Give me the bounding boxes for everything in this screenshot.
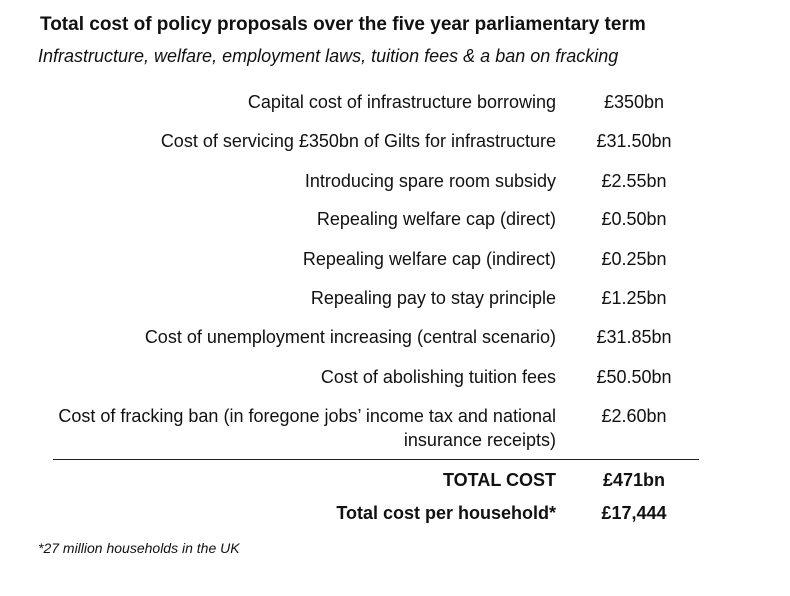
- row-value: £2.60bn: [601, 406, 667, 426]
- total-label: TOTAL COST: [442, 470, 556, 490]
- row-label: Capital cost of infrastructure borrowing: [247, 92, 556, 112]
- table-subtitle: Infrastructure, welfare, employment laws, tuition fees & a ban on fracking: [38, 46, 619, 66]
- row-value: £0.25bn: [601, 249, 667, 269]
- row-value: £31.50bn: [596, 131, 672, 151]
- footnote: *27 million households in the UK: [38, 540, 240, 556]
- row-value: £31.85bn: [596, 327, 672, 347]
- per-household-value: £17,444: [601, 503, 667, 523]
- row-label: Cost of unemployment increasing (central scenario): [144, 327, 556, 347]
- row-label: Cost of abolishing tuition fees: [320, 367, 556, 387]
- total-divider: [53, 459, 699, 460]
- row-label: Repealing welfare cap (indirect): [302, 249, 556, 269]
- row-value: £2.55bn: [601, 171, 667, 191]
- per-household-label: Total cost per household*: [336, 503, 556, 523]
- row-value: £0.50bn: [601, 209, 667, 229]
- total-value: £471bn: [602, 470, 666, 490]
- row-value: £350bn: [603, 92, 665, 112]
- row-label: Repealing pay to stay principle: [310, 288, 556, 308]
- row-label: Cost of fracking ban (in foregone jobs’ income tax and national insurance receipts): [58, 406, 556, 450]
- row-value: £1.25bn: [601, 288, 667, 308]
- row-label: Repealing welfare cap (direct): [316, 209, 556, 229]
- row-label: Cost of servicing £350bn of Gilts for infrastructure: [160, 131, 556, 151]
- row-label: Introducing spare room subsidy: [304, 171, 556, 191]
- row-value: £50.50bn: [596, 367, 672, 387]
- table-title: Total cost of policy proposals over the five year parliamentary term: [40, 14, 646, 35]
